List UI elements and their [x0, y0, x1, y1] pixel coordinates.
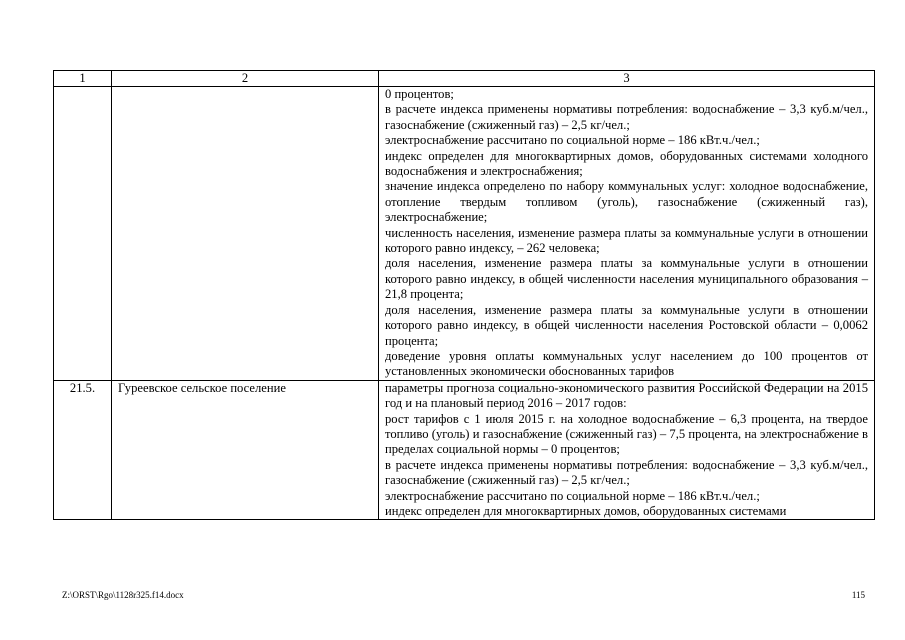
paragraph: электроснабжение рассчитано по социальной норме – 186 кВт.ч./чел.; [385, 488, 760, 503]
paragraph: рост тарифов с 1 июля 2015 г. на холодное водоснабжение – 6,3 процента, на твердое топливо (уголь) и газоснабжение (сжиженный газ) – 7,5 процента, на электроснабжение в пределах социальной нормы – 0 процентов; [385, 411, 868, 457]
table-row [54, 380, 875, 520]
paragraph: электроснабжение рассчитано по социальной норме – 186 кВт.ч./чел.; [385, 133, 760, 148]
paragraph: параметры прогноза социально-экономического развития Российской Федерации на 2015 год и на плановый период 2016 – 2017 годов: [385, 380, 868, 411]
row-name: Гуреевское сельское поселение [112, 380, 379, 520]
paragraph: доведение уровня оплаты коммунальных услуг населением до 100 процентов от установленных экономически обоснованных тарифов [385, 348, 868, 379]
header-col-3: 3 [379, 71, 875, 87]
header-row [54, 71, 875, 87]
paragraph: доля населения, изменение размера платы за коммунальные услуги в отношении которого равно индексу, в общей численности населения Ростовской области – 0,0062 процента; [385, 302, 868, 348]
paragraph: численность населения, изменение размера платы за коммунальные услуги в отношении которого равно индексу, – 262 человека; [385, 225, 868, 256]
row-content [379, 380, 875, 520]
paragraph: в расчете индекса применены нормативы потребления: водоснабжение – 3,3 куб.м/чел., газоснабжение (сжиженный газ) – 2,5 кг/чел.; [385, 457, 868, 488]
paragraph: индекс определен для многоквартирных домов, оборудованных системами холодного водоснабжения и электроснабжения; [385, 148, 868, 179]
row-name [112, 87, 379, 381]
table-row [54, 87, 875, 381]
footer-file-path: Z:\ORST\Rgo\1128r325.f14.docx [62, 590, 184, 600]
paragraph: доля населения, изменение размера платы за коммунальные услуги в отношении которого равно индексу, в общей численности населения муниципального образования – 21,8 процента; [385, 256, 868, 302]
paragraph: 0 процентов; [385, 87, 454, 101]
paragraph: индекс определен для многоквартирных домов, оборудованных системами [385, 503, 787, 518]
row-content [379, 87, 875, 381]
page-number: 115 [851, 590, 865, 600]
row-number: 21.5. [54, 380, 112, 520]
paragraph: в расчете индекса применены нормативы потребления: водоснабжение – 3,3 куб.м/чел., газоснабжение (сжиженный газ) – 2,5 кг/чел.; [385, 102, 868, 132]
header-col-2: 2 [112, 71, 379, 87]
paragraph: значение индекса определено по набору коммунальных услуг: холодное водоснабжение, отопление твердым топливом (уголь), газоснабжение (сжиженный газ), электроснабжение; [385, 179, 868, 225]
header-col-1: 1 [54, 71, 112, 87]
row-number [54, 87, 112, 381]
document-table [53, 70, 875, 520]
